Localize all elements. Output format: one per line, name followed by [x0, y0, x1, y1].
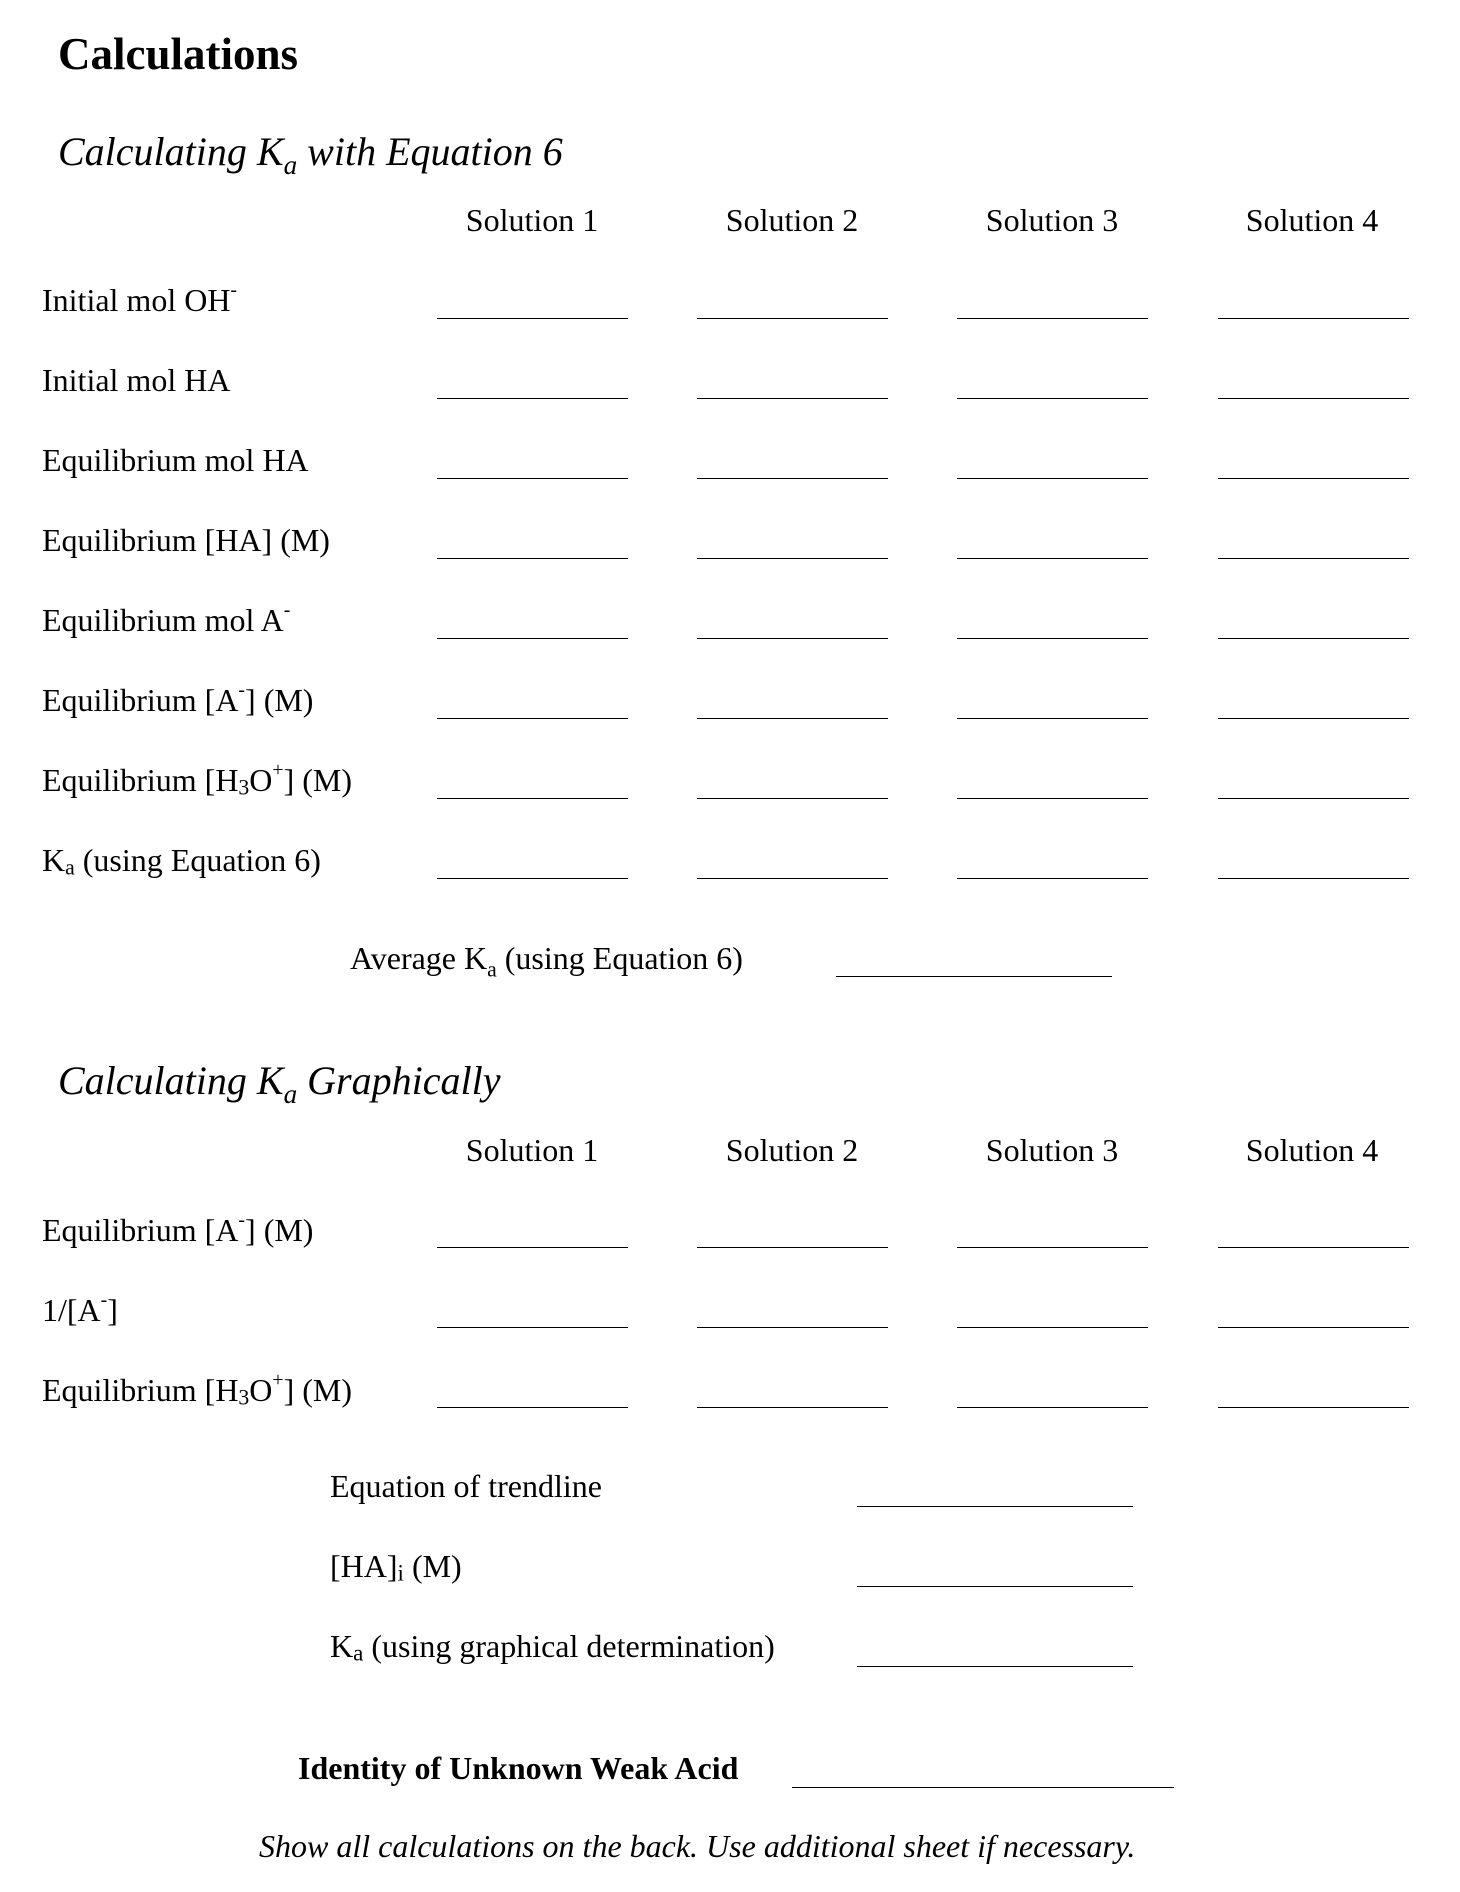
blank-equilibrium-mol-ha-solution-2[interactable]	[697, 478, 888, 479]
blank-initial-mol-ha-solution-1[interactable]	[437, 398, 628, 399]
column-header-graphical-solution-2: Solution 2	[725, 1132, 859, 1168]
column-header-solution-4: Solution 4	[1245, 202, 1379, 238]
blank-equilibrium-a-conc-solution-4[interactable]	[1218, 718, 1409, 719]
blank-equilibrium-ha-conc-solution-3[interactable]	[957, 558, 1148, 559]
blank-equilibrium-mol-a-solution-3[interactable]	[957, 638, 1148, 639]
column-header-graphical-solution-3: Solution 3	[985, 1132, 1119, 1168]
blank-equilibrium-ha-conc-solution-1[interactable]	[437, 558, 628, 559]
blank-equilibrium-ha-conc-solution-2[interactable]	[697, 558, 888, 559]
blank-trendline-equation[interactable]	[857, 1506, 1133, 1507]
blank-initial-mol-oh-solution-1[interactable]	[437, 318, 628, 319]
blank-graphical-h3o-conc-solution-1[interactable]	[437, 1407, 628, 1408]
blank-ka-equation-6-solution-3[interactable]	[957, 878, 1148, 879]
row-label-ka-equation-6: $K_a$ (using Equation 6)	[42, 842, 321, 880]
blank-ka-equation-6-solution-2[interactable]	[697, 878, 888, 879]
row-label-equilibrium-ha-conc: Equilibrium [HA] (M)	[42, 522, 330, 558]
blank-initial-mol-oh-solution-3[interactable]	[957, 318, 1148, 319]
column-header-graphical-solution-1: Solution 1	[465, 1132, 599, 1168]
ka-graphical-label: $K_a$ (using graphical determination)	[330, 1628, 775, 1666]
blank-ka-equation-6-solution-4[interactable]	[1218, 878, 1409, 879]
blank-initial-mol-ha-solution-4[interactable]	[1218, 398, 1409, 399]
blank-initial-mol-oh-solution-2[interactable]	[697, 318, 888, 319]
blank-equilibrium-a-conc-solution-1[interactable]	[437, 718, 628, 719]
blank-equilibrium-a-conc-solution-3[interactable]	[957, 718, 1148, 719]
blank-equilibrium-mol-ha-solution-1[interactable]	[437, 478, 628, 479]
row-label-equilibrium-h3o-conc: Equilibrium $[H_3O^+]$ (M)	[42, 759, 353, 800]
row-label-initial-mol-oh: Initial mol OH-	[42, 279, 238, 318]
blank-equilibrium-h3o-conc-solution-2[interactable]	[697, 798, 888, 799]
blank-equilibrium-mol-a-solution-1[interactable]	[437, 638, 628, 639]
blank-graphical-h3o-conc-solution-2[interactable]	[697, 1407, 888, 1408]
row-label-inverse-a-conc: 1/[A-]	[42, 1289, 118, 1328]
blank-equilibrium-mol-ha-solution-3[interactable]	[957, 478, 1148, 479]
blank-graphical-h3o-conc-solution-4[interactable]	[1218, 1407, 1409, 1408]
blank-graphical-a-conc-solution-4[interactable]	[1218, 1247, 1409, 1248]
row-label-initial-mol-ha: Initial mol HA	[42, 362, 231, 398]
row-label-equilibrium-mol-ha: Equilibrium mol HA	[42, 442, 309, 478]
blank-inverse-a-conc-solution-3[interactable]	[957, 1327, 1148, 1328]
blank-equilibrium-a-conc-solution-2[interactable]	[697, 718, 888, 719]
blank-initial-mol-ha-solution-3[interactable]	[957, 398, 1148, 399]
row-label-graphical-equilibrium-a-conc: Equilibrium [A-] (M)	[42, 1209, 314, 1248]
page-title: Calculations	[58, 29, 299, 79]
row-label-graphical-equilibrium-h3o-conc: Equilibrium $[H_3O^+]$ (M)	[42, 1369, 353, 1410]
blank-equilibrium-mol-ha-solution-4[interactable]	[1218, 478, 1409, 479]
blank-graphical-a-conc-solution-3[interactable]	[957, 1247, 1148, 1248]
blank-equilibrium-mol-a-solution-2[interactable]	[697, 638, 888, 639]
identity-unknown-acid-label: Identity of Unknown Weak Acid	[298, 1750, 739, 1786]
blank-ka-graphical[interactable]	[857, 1666, 1133, 1667]
row-label-equilibrium-mol-a: Equilibrium mol A-	[42, 599, 291, 638]
blank-inverse-a-conc-solution-1[interactable]	[437, 1327, 628, 1328]
row-label-equilibrium-a-conc: Equilibrium [A-] (M)	[42, 679, 314, 718]
blank-equilibrium-h3o-conc-solution-4[interactable]	[1218, 798, 1409, 799]
column-header-solution-3: Solution 3	[985, 202, 1119, 238]
blank-initial-mol-ha-solution-2[interactable]	[697, 398, 888, 399]
section-title-equation-6: Calculating $K_a$ with Equation 6	[58, 129, 563, 180]
column-header-solution-1: Solution 1	[465, 202, 599, 238]
blank-equilibrium-h3o-conc-solution-3[interactable]	[957, 798, 1148, 799]
blank-ka-equation-6-solution-1[interactable]	[437, 878, 628, 879]
blank-graphical-a-conc-solution-2[interactable]	[697, 1247, 888, 1248]
footnote-instructions: Show all calculations on the back. Use additional sheet if necessary.	[259, 1828, 1136, 1864]
blank-equilibrium-mol-a-solution-4[interactable]	[1218, 638, 1409, 639]
blank-initial-mol-oh-solution-4[interactable]	[1218, 318, 1409, 319]
blank-identity-unknown-acid[interactable]	[792, 1787, 1174, 1788]
column-header-solution-2: Solution 2	[725, 202, 859, 238]
blank-inverse-a-conc-solution-2[interactable]	[697, 1327, 888, 1328]
blank-inverse-a-conc-solution-4[interactable]	[1218, 1327, 1409, 1328]
blank-equilibrium-h3o-conc-solution-1[interactable]	[437, 798, 628, 799]
blank-graphical-a-conc-solution-1[interactable]	[437, 1247, 628, 1248]
column-header-graphical-solution-4: Solution 4	[1245, 1132, 1379, 1168]
blank-ha-initial[interactable]	[857, 1586, 1133, 1587]
trendline-equation-label: Equation of trendline	[330, 1468, 602, 1504]
blank-graphical-h3o-conc-solution-3[interactable]	[957, 1407, 1148, 1408]
blank-average-ka[interactable]	[836, 976, 1112, 977]
section-title-graphically: Calculating $K_a$ Graphically	[58, 1058, 501, 1109]
average-ka-label: Average $K_a$ (using Equation 6)	[350, 940, 743, 982]
blank-equilibrium-ha-conc-solution-4[interactable]	[1218, 558, 1409, 559]
ha-initial-label: $[HA]_i$ (M)	[330, 1548, 462, 1586]
